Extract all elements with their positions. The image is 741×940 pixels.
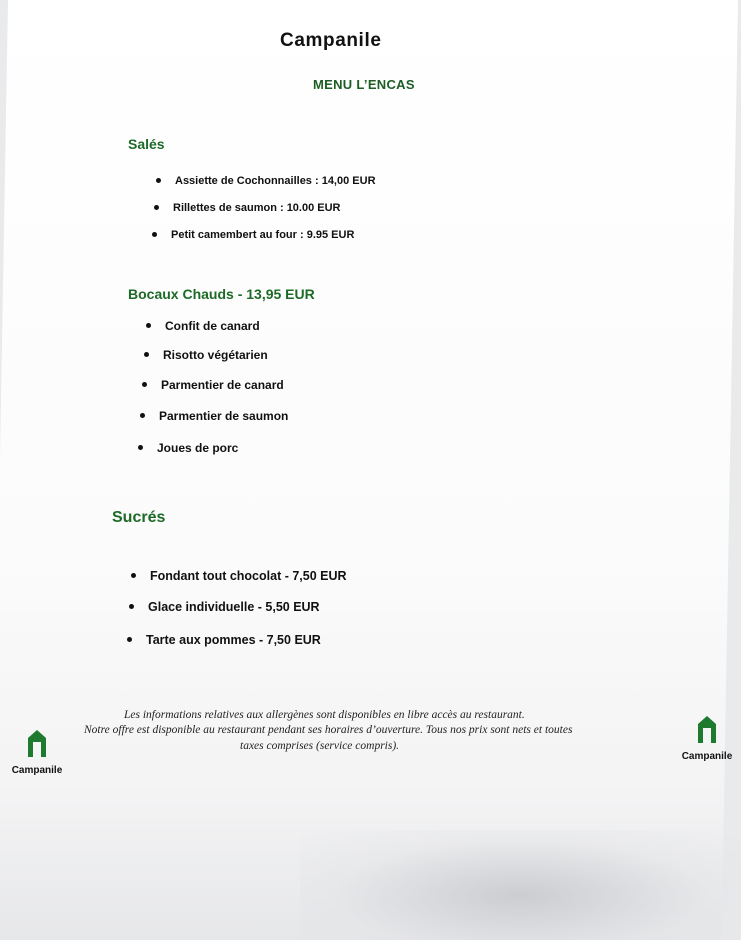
bullet-icon [146,323,151,328]
footer-line-2: Notre offre est disponible au restaurant pendant ses horaires d’ouverture. Tous nos prix sont nets et toutes [84,724,573,736]
bullet-icon [152,232,157,237]
list-item: Parmentier de canard [142,378,284,392]
bullet-icon [127,637,132,642]
list-item: Rillettes de saumon : 10.00 EUR [154,202,341,214]
bullet-icon [140,413,145,418]
bullet-icon [154,205,159,210]
list-item: Glace individuelle - 5,50 EUR [129,600,320,614]
section-title-sucres: Sucrés [112,509,166,526]
bullet-icon [144,352,149,357]
footer-line-1: Les informations relatives aux allergènes sont disponibles en libre accès au restaurant. [124,709,525,721]
list-item: Petit camembert au four : 9.95 EUR [152,229,354,241]
section-title-sales: Salés [128,136,165,152]
list-item: Tarte aux pommes - 7,50 EUR [127,633,321,647]
campanile-logo-left: Campanile [4,728,70,776]
paper-shadow [300,830,741,940]
list-item: Confit de canard [146,319,260,333]
bullet-icon [138,445,143,450]
brand-title: Campanile [280,30,382,51]
bullet-icon [131,573,136,578]
list-item: Assiette de Cochonnailles : 14,00 EUR [156,175,376,187]
list-item: Fondant tout chocolat - 7,50 EUR [131,569,347,583]
campanile-arch-icon [696,714,718,744]
bullet-icon [142,382,147,387]
bullet-icon [156,178,161,183]
campanile-logo-right: Campanile [674,714,740,762]
list-item: Parmentier de saumon [140,409,288,423]
campanile-arch-icon [26,728,48,758]
footer-line-3: taxes comprises (service compris). [240,740,400,752]
section-title-bocaux: Bocaux Chauds - 13,95 EUR [128,286,315,302]
menu-title: MENU L’ENCAS [313,77,415,92]
bullet-icon [129,604,134,609]
list-item: Joues de porc [138,441,238,455]
list-item: Risotto végétarien [144,348,268,362]
